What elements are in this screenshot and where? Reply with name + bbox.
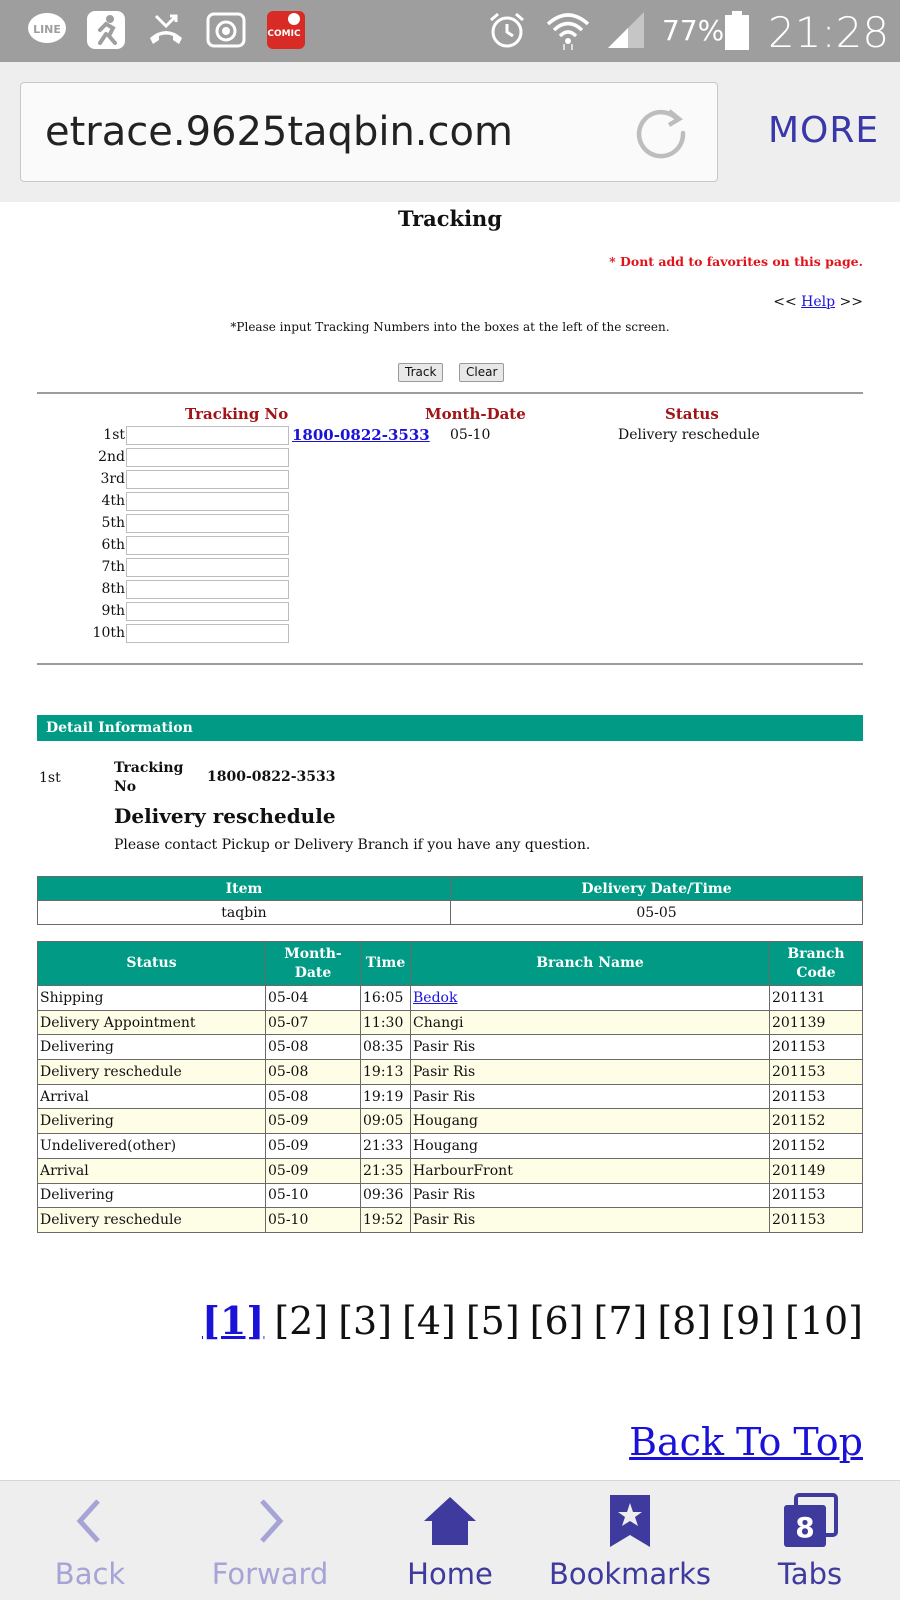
status-bar <box>0 0 900 62</box>
battery-icon <box>724 11 750 51</box>
detail-tracking-label: Tracking No <box>114 760 184 795</box>
history-row <box>38 1084 863 1109</box>
history-status-cell: Delivering <box>38 1183 266 1208</box>
pagination <box>192 1298 863 1343</box>
track-button[interactable]: Track <box>398 363 443 382</box>
tracking-row <box>0 469 900 491</box>
nav-tabs[interactable] <box>720 1481 900 1600</box>
tracking-row-label: 8th <box>101 581 125 597</box>
history-code-cell: 201131 <box>770 986 863 1011</box>
browser-toolbar <box>0 62 900 202</box>
history-row <box>38 1109 863 1134</box>
page-link[interactable]: [7] <box>593 1299 648 1343</box>
history-date-cell: 05-10 <box>266 1208 361 1233</box>
camera-app-icon <box>206 10 246 50</box>
history-time-cell: 21:33 <box>361 1134 411 1159</box>
delivery-datetime-value: 05-05 <box>451 901 863 925</box>
tracking-result-date: 05-10 <box>450 427 491 443</box>
history-branch-cell: Pasir Ris <box>411 1183 770 1208</box>
branch-link[interactable]: Bedok <box>413 989 458 1006</box>
status-header: Status <box>665 405 719 423</box>
tracking-number-input[interactable] <box>126 558 289 577</box>
history-date-cell: 05-08 <box>266 1060 361 1085</box>
page-link[interactable]: [2] <box>274 1299 329 1343</box>
nav-forward-label: Forward <box>211 1557 329 1591</box>
reload-icon[interactable] <box>633 105 689 161</box>
history-branch-cell: Pasir Ris <box>411 1060 770 1085</box>
page-link[interactable]: [5] <box>465 1299 520 1343</box>
comic-app-icon <box>266 10 306 50</box>
tracking-row <box>0 535 900 557</box>
history-time-header: Time <box>361 942 411 986</box>
comic-badge-text: COMIC <box>267 29 301 39</box>
item-header: Item <box>38 877 451 901</box>
bookmark-star-icon <box>602 1493 658 1549</box>
history-branch-cell: Pasir Ris <box>411 1035 770 1060</box>
history-date-cell: 05-09 <box>266 1109 361 1134</box>
tracking-row <box>0 491 900 513</box>
history-date-cell: 05-08 <box>266 1035 361 1060</box>
item-value: taqbin <box>38 901 451 925</box>
tracking-number-input[interactable] <box>126 514 289 533</box>
history-status-cell: Arrival <box>38 1158 266 1183</box>
detail-tracking-number: 1800-0822-3533 <box>207 769 336 785</box>
history-row <box>38 1134 863 1159</box>
history-time-cell: 09:05 <box>361 1109 411 1134</box>
tracking-row-label: 3rd <box>100 471 125 487</box>
address-bar[interactable] <box>20 82 718 182</box>
history-time-cell: 19:13 <box>361 1060 411 1085</box>
page-link[interactable]: [8] <box>657 1299 712 1343</box>
more-button[interactable]: MORE <box>768 110 880 151</box>
tracking-row-label: 9th <box>101 603 125 619</box>
history-date-cell: 05-09 <box>266 1134 361 1159</box>
tracking-row <box>0 579 900 601</box>
bottom-navigation <box>0 1480 900 1600</box>
history-status-cell: Delivering <box>38 1035 266 1060</box>
history-branch-cell <box>411 986 770 1011</box>
clock: 21:28 <box>768 8 890 57</box>
history-branch-cell: Hougang <box>411 1109 770 1134</box>
nav-back-label: Back <box>54 1557 126 1591</box>
detail-message: Please contact Pickup or Delivery Branch if you have any question. <box>114 837 591 853</box>
history-row <box>38 1158 863 1183</box>
tracking-no-header: Tracking No <box>185 405 289 423</box>
tracking-row-label: 6th <box>101 537 125 553</box>
tracking-row <box>0 513 900 535</box>
history-date-cell: 05-10 <box>266 1183 361 1208</box>
nav-forward[interactable] <box>180 1481 360 1600</box>
history-date-cell: 05-07 <box>266 1010 361 1035</box>
battery-percent: 77% <box>662 14 725 47</box>
nav-tabs-label: Tabs <box>777 1557 843 1591</box>
tracking-row <box>0 447 900 469</box>
help-prefix: << <box>773 294 797 310</box>
forward-arrow-icon <box>242 1493 298 1549</box>
nav-bookmarks[interactable] <box>540 1481 720 1600</box>
page-link[interactable]: [10] <box>784 1299 863 1343</box>
nav-home[interactable] <box>360 1481 540 1600</box>
nav-home-label: Home <box>407 1557 493 1591</box>
history-row <box>38 1035 863 1060</box>
history-code-cell: 201139 <box>770 1010 863 1035</box>
history-time-cell: 08:35 <box>361 1035 411 1060</box>
history-date-cell: 05-08 <box>266 1084 361 1109</box>
tracking-number-input[interactable] <box>126 426 289 445</box>
history-code-cell: 201153 <box>770 1183 863 1208</box>
history-branch-cell: HarbourFront <box>411 1158 770 1183</box>
tracking-number-input[interactable] <box>126 536 289 555</box>
wifi-icon <box>546 10 590 50</box>
tracking-number-input[interactable] <box>126 624 289 643</box>
history-row <box>38 1183 863 1208</box>
month-date-header: Month-Date <box>425 405 526 423</box>
help-nav <box>773 294 863 310</box>
history-time-cell: 11:30 <box>361 1010 411 1035</box>
tabs-icon <box>782 1493 838 1549</box>
history-time-cell: 19:19 <box>361 1084 411 1109</box>
clear-button[interactable]: Clear <box>459 363 504 382</box>
page-link[interactable]: [6] <box>529 1299 584 1343</box>
history-code-cell: 201149 <box>770 1158 863 1183</box>
back-to-top-link[interactable]: Back To Top <box>629 1420 863 1464</box>
history-row <box>38 1060 863 1085</box>
tabs-count: 8 <box>795 1511 815 1544</box>
history-branch-cell: Changi <box>411 1010 770 1035</box>
tracking-number-input[interactable] <box>126 602 289 621</box>
history-status-cell: Delivery reschedule <box>38 1060 266 1085</box>
alarm-icon <box>487 10 527 50</box>
back-arrow-icon <box>62 1493 118 1549</box>
history-status-cell: Delivering <box>38 1109 266 1134</box>
history-status-header: Status <box>38 942 266 986</box>
divider <box>37 663 863 665</box>
detail-section-header: Detail Information <box>37 715 863 741</box>
history-row <box>38 1208 863 1233</box>
instruction-text: *Please input Tracking Numbers into the boxes at the left of the screen. <box>230 320 670 334</box>
tracking-number-input[interactable] <box>126 580 289 599</box>
help-link[interactable]: Help <box>801 294 836 310</box>
page-link[interactable]: [3] <box>338 1299 393 1343</box>
tracking-row <box>0 623 900 645</box>
tracking-number-input[interactable] <box>126 470 289 489</box>
page-content <box>0 202 900 1480</box>
history-row <box>38 986 863 1011</box>
history-time-cell: 09:36 <box>361 1183 411 1208</box>
tracking-number-input[interactable] <box>126 448 289 467</box>
svg-text:LINE: LINE <box>33 23 61 36</box>
tracking-row-label: 1st <box>103 427 125 443</box>
nav-bookmarks-label: Bookmarks <box>548 1557 712 1591</box>
missed-call-icon <box>146 10 186 50</box>
url-text: etrace.9625taqbin.com <box>45 109 513 155</box>
tracking-row <box>0 425 900 447</box>
history-status-cell: Delivery reschedule <box>38 1208 266 1233</box>
tracking-row-label: 10th <box>92 625 125 641</box>
history-row <box>38 1010 863 1035</box>
history-code-cell: 201153 <box>770 1208 863 1233</box>
history-branch-cell: Pasir Ris <box>411 1208 770 1233</box>
detail-ordinal: 1st <box>39 770 61 786</box>
tracking-row <box>0 601 900 623</box>
history-code-cell: 201153 <box>770 1035 863 1060</box>
history-code-cell: 201153 <box>770 1084 863 1109</box>
signal-icon <box>606 10 646 50</box>
tracking-row-label: 5th <box>101 515 125 531</box>
history-branch-cell: Hougang <box>411 1134 770 1159</box>
item-table <box>37 876 863 925</box>
page-link[interactable]: [9] <box>721 1299 775 1343</box>
history-status-cell: Undelivered(other) <box>38 1134 266 1159</box>
tracking-result-link[interactable]: 1800-0822-3533 <box>292 426 430 444</box>
history-branch-header: Branch Name <box>411 942 770 986</box>
detail-status-heading: Delivery reschedule <box>114 804 336 828</box>
line-app-icon <box>27 10 67 50</box>
history-table <box>37 941 863 1233</box>
tracking-row-label: 2nd <box>98 449 125 465</box>
help-suffix: >> <box>839 294 863 310</box>
tracking-row-label: 7th <box>101 559 125 575</box>
page-title: Tracking <box>397 206 503 231</box>
history-status-cell: Delivery Appointment <box>38 1010 266 1035</box>
page-link[interactable]: [1] <box>201 1298 265 1343</box>
history-date-header: Month-Date <box>266 942 361 986</box>
history-code-cell: 201152 <box>770 1134 863 1159</box>
history-time-cell: 19:52 <box>361 1208 411 1233</box>
history-date-cell: 05-09 <box>266 1158 361 1183</box>
divider <box>37 392 863 394</box>
history-branch-cell: Pasir Ris <box>411 1084 770 1109</box>
fitness-app-icon <box>86 10 126 50</box>
favorites-warning: * Dont add to favorites on this page. <box>609 254 863 269</box>
history-time-cell: 16:05 <box>361 986 411 1011</box>
history-status-cell: Shipping <box>38 986 266 1011</box>
tracking-result-status: Delivery reschedule <box>618 427 760 443</box>
history-code-cell: 201153 <box>770 1060 863 1085</box>
history-status-cell: Arrival <box>38 1084 266 1109</box>
tracking-number-input[interactable] <box>126 492 289 511</box>
nav-back[interactable] <box>0 1481 180 1600</box>
history-date-cell: 05-04 <box>266 986 361 1011</box>
home-icon <box>422 1493 478 1549</box>
delivery-datetime-header: Delivery Date/Time <box>451 877 863 901</box>
tracking-row <box>0 557 900 579</box>
page-link[interactable]: [4] <box>402 1299 456 1343</box>
history-code-header: Branch Code <box>770 942 863 986</box>
history-code-cell: 201152 <box>770 1109 863 1134</box>
tracking-row-label: 4th <box>101 493 125 509</box>
history-time-cell: 21:35 <box>361 1158 411 1183</box>
